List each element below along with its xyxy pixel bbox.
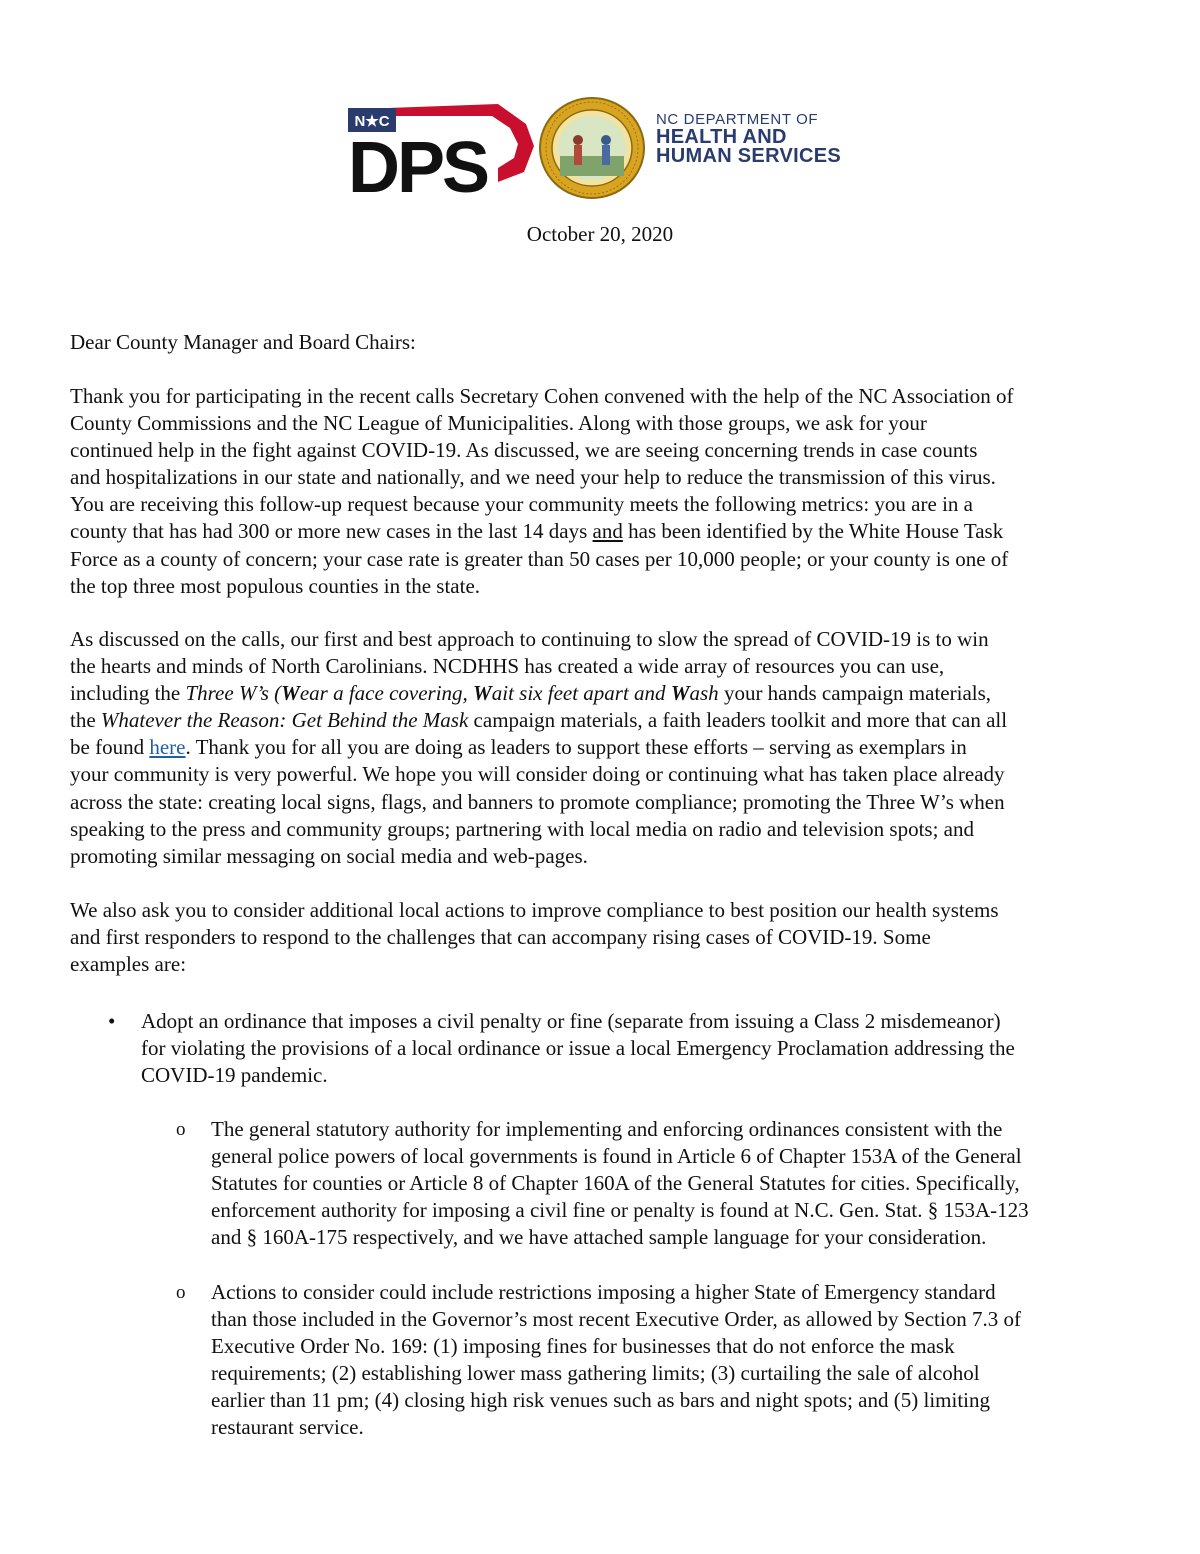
campaign-name-three-ws xyxy=(185,681,718,705)
nc-great-seal-icon xyxy=(538,96,646,200)
text-line: the top three most populous counties in the state. xyxy=(70,573,481,598)
text-run: ait six feet apart and xyxy=(491,681,671,706)
nc-badge-text: N★C xyxy=(354,113,390,130)
letter-date: October 20, 2020 xyxy=(526,222,674,246)
text-run: be found xyxy=(70,735,150,760)
text-line: Thank you for participating in the recent calls Secretary Cohen convened with the help of the NC Association of xyxy=(70,384,1014,408)
campaign-name-mask: Whatever the Reason: Get Behind the Mask xyxy=(100,708,469,733)
letterhead xyxy=(348,96,858,200)
text-run: Three W’s ( xyxy=(185,681,282,706)
text-run: ash xyxy=(689,681,719,706)
sub-item-actions-to-consider xyxy=(211,1279,1141,1442)
text-line: the hearts and minds of North Carolinians. NCDHHS has created a wide array of resources you can use, xyxy=(70,654,945,679)
text-line: examples are: xyxy=(70,952,187,977)
text-line: and first responders to respond to the challenges that can accompany rising cases of COVID-19. Some xyxy=(70,925,931,950)
dps-text: DPS xyxy=(348,128,488,196)
text-line: speaking to the press and community groups; partnering with local media on radio and television spots; and xyxy=(70,816,974,841)
text-line: and hospitalizations in our state and nationally, and we need your help to reduce the transmission of this virus. xyxy=(70,465,996,490)
text-line: requirements; (2) establishing lower mass gathering limits; (3) curtailing the sale of alcohol xyxy=(211,1361,980,1386)
bold-w: W xyxy=(670,681,690,706)
sub-item-statutory-authority xyxy=(211,1116,1141,1251)
text-line: As discussed on the calls, our first and best approach to continuing to slow the spread of COVID-19 is to win xyxy=(70,627,989,651)
sub-bullet-marker: o xyxy=(176,1119,186,1140)
text-line: We also ask you to consider additional local actions to improve compliance to best position our health systems xyxy=(70,898,999,922)
text-line: than those included in the Governor’s most recent Executive Order, as allowed by Section 7.3 of xyxy=(211,1307,1021,1332)
text-line: Statutes for counties or Article 8 of Chapter 160A of the General Statutes for cities. Specifically, xyxy=(211,1171,1020,1196)
resources-link[interactable]: here xyxy=(149,735,186,760)
bold-w: W xyxy=(281,681,300,706)
text-line: The general statutory authority for implementing and enforcing ordinances consistent with the xyxy=(211,1117,1003,1141)
paragraph-local-actions xyxy=(70,897,1140,978)
bullet-marker: • xyxy=(108,1009,116,1033)
bullet-item-ordinance xyxy=(141,1008,1141,1089)
text-line xyxy=(70,518,1140,545)
paragraph-resources xyxy=(70,626,1140,870)
text-line: general police powers of local governments is found in Article 6 of Chapter 153A of the General xyxy=(211,1144,1022,1169)
paragraph-intro xyxy=(70,383,1140,600)
text-run: ear a face covering, xyxy=(299,681,474,706)
text-line: You are receiving this follow-up request because your community meets the following metrics: you are in a xyxy=(70,492,973,517)
text-line: Executive Order No. 169: (1) imposing fines for businesses that do not enforce the mask xyxy=(211,1334,955,1359)
text-run: has been identified by the White House Task xyxy=(622,519,1004,544)
underlined-and: and xyxy=(592,519,623,544)
dept-line-1: NC DEPARTMENT OF xyxy=(656,111,819,128)
text-line: County Commissions and the NC League of Municipalities. Along with those groups, we ask for your xyxy=(70,411,927,436)
text-run: including the xyxy=(70,681,186,706)
text-line xyxy=(70,680,1140,707)
dept-line-2: HEALTH AND xyxy=(656,126,787,148)
text-line: earlier than 11 pm; (4) closing high risk venues such as bars and night spots; and (5) limiting xyxy=(211,1388,990,1413)
text-line: promoting similar messaging on social media and web-pages. xyxy=(70,843,588,868)
text-line: your community is very powerful. We hope you will consider doing or continuing what has taken place already xyxy=(70,762,1005,787)
text-run: campaign materials, a faith leaders toolkit and more that can all xyxy=(468,708,1008,733)
text-line: COVID-19 pandemic. xyxy=(141,1063,328,1088)
text-run: . Thank you for all you are doing as leaders to support these efforts – serving as exemplars in xyxy=(185,735,967,760)
text-line: Actions to consider could include restrictions imposing a higher State of Emergency standard xyxy=(211,1280,996,1304)
salutation: Dear County Manager and Board Chairs: xyxy=(70,330,416,354)
text-line: restaurant service. xyxy=(211,1415,364,1440)
bold-w: W xyxy=(473,681,492,706)
text-run: the xyxy=(70,708,101,733)
text-line: across the state: creating local signs, flags, and banners to promote compliance; promoting the Three W’s when xyxy=(70,789,1005,814)
text-line xyxy=(70,734,1140,761)
dept-line-3: HUMAN SERVICES xyxy=(656,145,841,167)
sub-bullet-marker: o xyxy=(176,1282,186,1303)
text-line: enforcement authority for imposing a civil fine or penalty is found at N.C. Gen. Stat. § 153A-123 xyxy=(211,1198,1029,1223)
text-run: your hands campaign materials, xyxy=(718,681,992,706)
text-line: Adopt an ordinance that imposes a civil penalty or fine (separate from issuing a Class 2 misdemeanor) xyxy=(141,1009,1001,1033)
text-line xyxy=(70,707,1140,734)
text-line: and § 160A-175 respectively, and we have attached sample language for your consideration. xyxy=(211,1225,987,1250)
nc-dps-logo xyxy=(348,102,538,196)
text-run: county that has had 300 or more new cases in the last 14 days xyxy=(70,519,593,544)
text-line: for violating the provisions of a local ordinance or issue a local Emergency Proclamation addressing the xyxy=(141,1036,1015,1061)
text-line: Force as a county of concern; your case rate is greater than 50 cases per 10,000 people; or your county is one of xyxy=(70,546,1009,571)
text-line: continued help in the fight against COVID-19. As discussed, we are seeing concerning trends in case counts xyxy=(70,438,978,463)
ncdhhs-wordmark xyxy=(656,112,866,166)
